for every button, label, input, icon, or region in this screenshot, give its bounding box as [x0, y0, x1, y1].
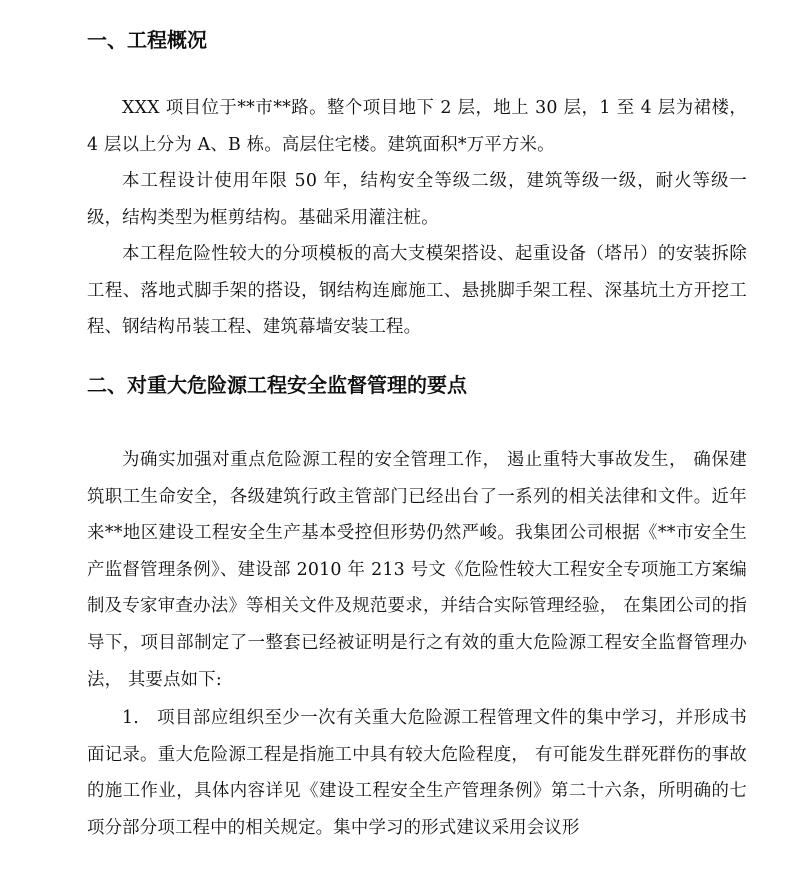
paragraph-project-location: XXX 项目位于**市**路。整个项目地下 2 层，地上 30 层，1 至 4 层为裙楼，4 层以上分为 A、B 栋。高层住宅楼。建筑面积*万平方米。 — [87, 98, 747, 155]
paragraph-design-life: 本工程设计使用年限 50 年，结构安全等级二级，建筑等级一级，耐火等级一级，结构类型为框剪结构。基础采用灌注桩。 — [87, 171, 747, 228]
paragraph-safety-management: 为确实加强对重点危险源工程的安全管理工作， 遏止重特大事故发生， 确保建筑职工生命安全，各级建筑行政主管部门已经出台了一系列的相关法律和文件。近年来**地区建设工程安全生产基本受控但形势仍然严峻。我集团公司根据《**市安全生产监督管理条例》、建设部 2010 年 213 号文《危险性较大工程安全专项施工方案编制及专家审查办法》等相关文件及规范要求，并结合实际管理经验， 在集团公司的指导下，项目部制定了一整套已经被证明是行之有效的重大危险源工程安全监督管理办法， 其要点如下: — [87, 450, 747, 690]
section-heading-overview: 一、工程概况 — [87, 28, 207, 52]
paragraph-hazardous-works: 本工程危险性较大的分项模板的高大支模架搭设、起重设备（塔吊）的安装拆除工程、落地式脚手架的搭设，钢结构连廊施工、悬挑脚手架工程、深基坑土方开挖工程、钢结构吊装工程、建筑幕墙安装工程。 — [87, 244, 747, 338]
paragraph-point-1: 1. 项目部应组织至少一次有关重大危险源工程管理文件的集中学习，并形成书面记录。重大危险源工程是指施工中具有较大危险程度， 有可能发生群死群伤的事故的施工作业，具体内容详见《建设工程安全生产管理条例》第二十六条，所明确的七项分部分项工程中的相关规定。集中学习的形式建议采用会议形 — [87, 708, 747, 838]
section-heading-safety-supervision: 二、对重大危险源工程安全监督管理的要点 — [87, 373, 467, 397]
